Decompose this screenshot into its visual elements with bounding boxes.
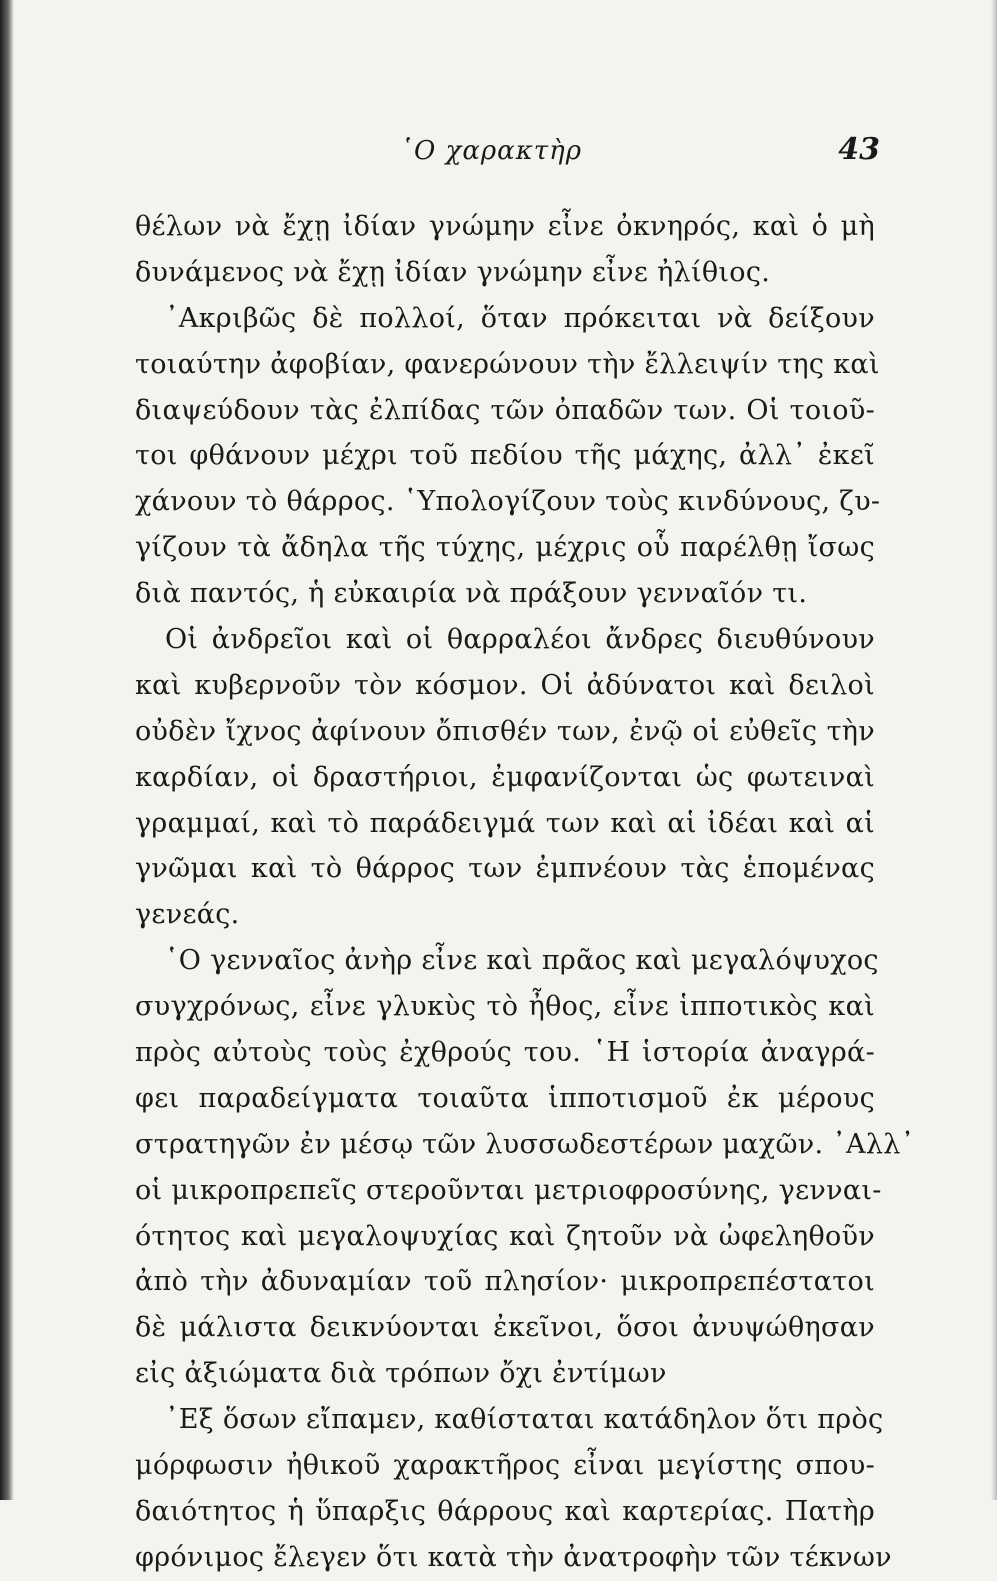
running-title: ῾Ο χαρακτὴρ — [400, 136, 583, 166]
text-line: διαψεύδουν τὰς ἐλπίδας τῶν ὀπαδῶν των. Οἱ τοιοῦ- — [135, 394, 875, 426]
page-shadow-left — [0, 0, 14, 1500]
text-line: ᾿Ακριβῶς δὲ πολλοί, ὅταν πρόκειται νὰ δείξουν — [165, 302, 875, 334]
text-line: γενεάς. — [135, 899, 240, 931]
text-line: γίζουν τὰ ἄδηλα τῆς τύχης, μέχρις οὗ παρέλθῃ ἴσως — [135, 532, 875, 564]
text-line: φρόνιμος ἔλεγεν ὅτι κατὰ τὴν ἀνατροφὴν τῶν τέκνων — [135, 1541, 892, 1573]
text-line: δὲ μάλιστα δεικνύονται ἐκεῖνοι, ὅσοι ἀνυψώθησαν — [135, 1312, 875, 1344]
text-line: καρδίαν, οἱ δραστήριοι, ἐμφανίζονται ὡς φωτειναὶ — [135, 761, 875, 793]
text-line: τοι φθάνουν μέχρι τοῦ πεδίου τῆς μάχης, ἀλλ᾿ ἐκεῖ — [135, 440, 875, 472]
page-header — [130, 128, 880, 168]
text-line: Οἱ ἀνδρεῖοι καὶ οἱ θαρραλέοι ἄνδρες διευθύνουν — [165, 624, 875, 656]
text-line: οὐδὲν ἴχνος ἀφίνουν ὄπισθέν των, ἐνῷ οἱ εὐθεῖς τὴν — [135, 715, 875, 747]
text-line: δαιότητος ἡ ὕπαρξις θάρρους καὶ καρτερίας. Πατὴρ — [135, 1495, 875, 1527]
text-line: στρατηγῶν ἐν μέσῳ τῶν λυσσωδεστέρων μαχῶν. ᾿Αλλ᾿ — [135, 1128, 915, 1160]
text-line: δυνάμενος νὰ ἔχῃ ἰδίαν γνώμην εἶνε ἠλίθιος. — [135, 256, 771, 288]
text-line: οἱ μικροπρεπεῖς στεροῦνται μετριοφροσύνης, γενναι- — [135, 1174, 882, 1206]
text-line: γνῶμαι καὶ τὸ θάρρος των ἐμπνέουν τὰς ἑπομένας — [135, 853, 875, 885]
text-line: μόρφωσιν ἠθικοῦ χαρακτῆρος εἶναι μεγίστης σπου- — [135, 1450, 875, 1482]
text-line: φει παραδείγματα τοιαῦτα ἱπποτισμοῦ ἐκ μέρους — [135, 1082, 875, 1114]
text-line: τοιαύτην ἀφοβίαν, φανερώνουν τὴν ἔλλειψίν της καὶ — [135, 348, 880, 380]
text-line: εἰς ἀξιώματα διὰ τρόπων ὄχι ἐντίμων — [135, 1358, 667, 1390]
text-line: γραμμαί, καὶ τὸ παράδειγμά των καὶ αἱ ἰδέαι καὶ αἱ — [135, 807, 875, 839]
text-line: θέλων νὰ ἔχῃ ἰδίαν γνώμην εἶνε ὀκνηρός, καὶ ὁ μὴ — [135, 211, 875, 242]
text-line: καὶ κυβερνοῦν τὸν κόσμον. Οἱ ἀδύνατοι καὶ δειλοὶ — [135, 669, 875, 701]
text-line: ᾿Εξ ὅσων εἴπαμεν, καθίσταται κατάδηλον ὅτι πρὸς — [165, 1404, 884, 1436]
text-line: ότητος καὶ μεγαλοψυχίας καὶ ζητοῦν νὰ ὠφεληθοῦν — [135, 1220, 875, 1252]
page-shadow-right — [991, 0, 997, 1500]
text-line: ῾Ο γενναῖος ἀνὴρ εἶνε καὶ πρᾶος καὶ μεγαλόψυχος — [165, 945, 879, 977]
text-line: χάνουν τὸ θάρρος. ῾Υπολογίζουν τοὺς κινδύνους, ζυ- — [135, 486, 881, 518]
text-line: ἀπὸ τὴν ἀδυναμίαν τοῦ πλησίον· μικροπρεπέστατοι — [135, 1266, 875, 1298]
text-line: πρὸς αὐτοὺς τοὺς ἐχθρούς του. ῾Η ἱστορία ἀναγρά- — [135, 1037, 875, 1069]
text-line: διὰ παντός, ἡ εὐκαιρία νὰ πράξουν γενναῖόν τι. — [135, 578, 808, 610]
text-line: συγχρόνως, εἶνε γλυκὺς τὸ ἦθος, εἶνε ἱπποτικὸς καὶ — [135, 991, 875, 1023]
body-text — [135, 204, 915, 1581]
page-number: 43 — [838, 132, 880, 167]
